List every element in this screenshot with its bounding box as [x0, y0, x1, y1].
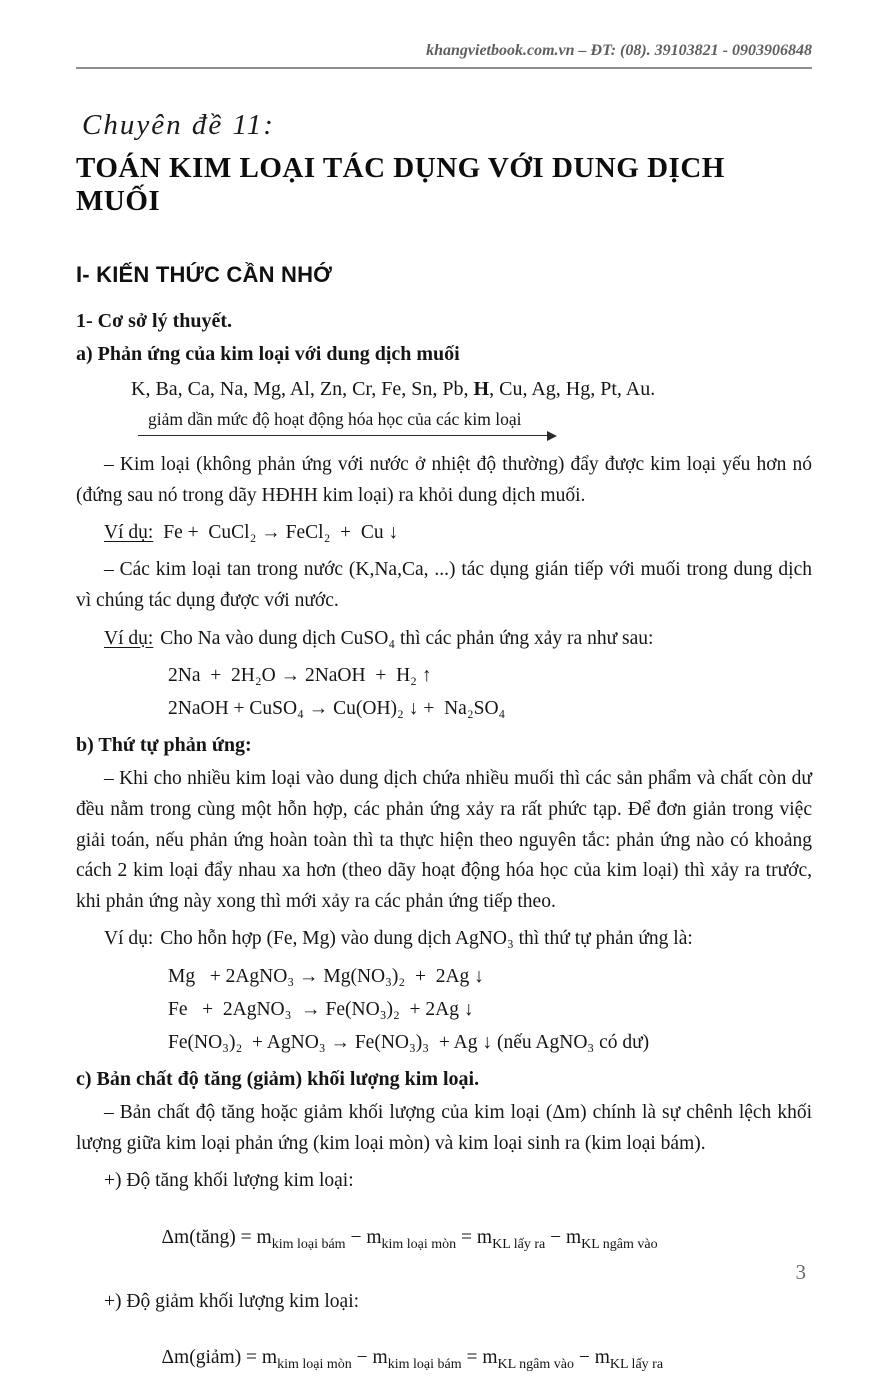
metal-activity-series — [131, 378, 812, 401]
paragraph-reaction-order: – Khi cho nhiều kim loại vào dung dịch chứa nhiều muối thì các sản phẩm và chất còn dư đều nằm trong cùng một hỗn hợp, các phản ứng xảy ra rất phức tạp. Để đơn giản trong việc giải toán, nếu phản ứng hoàn toàn thì ta thực hiện theo nguyên tắc: phản ứng nào có khoảng cách 2 kim loại đẩy nhau xa hơn (theo dãy hoạt động hóa học của kim loại) thì xảy ra trước, khi phản ứng này xong thì mới xảy ra các phản ứng tiếp theo. — [76, 768, 812, 912]
page-header — [76, 42, 812, 69]
formula-subscript: kim loại mòn — [381, 1236, 457, 1252]
equation-feno32-agno3: Fe(NO₃)₂ + AgNO₃ → Fe(NO₃)₃ + Ag ↓ (nếu AgNO₃ có dư) — [168, 1032, 650, 1054]
formula-subscript: KL lấy ra — [492, 1236, 546, 1252]
example-label: Ví dụ: — [104, 928, 154, 950]
paragraph-displacement: – Kim loại (không phản ứng với nước ở nhiệt độ thường) đẩy được kim loại yếu hơn nó (đứng sau nó trong dãy HĐHH kim loại) ra khỏi dung dịch muối. — [76, 454, 812, 506]
formula-subscript: KL lấy ra — [609, 1356, 664, 1372]
topic-title: Chuyên đề 11: — [82, 109, 275, 141]
formula-subscript: KL ngâm vào — [581, 1236, 658, 1252]
mass-gain-label: +) Độ tăng khối lượng kim loại: — [104, 1170, 354, 1192]
formula-term: Δm(giảm) = m — [161, 1346, 278, 1368]
formula-subscript: kim loại bám — [271, 1236, 346, 1252]
chapter-title: TOÁN KIM LOẠI TÁC DỤNG VỚI DUNG DỊCH MUỐI — [76, 152, 725, 217]
example-line-3 — [76, 924, 812, 954]
equation-na-h2o: 2Na + 2H₂O → 2NaOH + H₂ ↑ — [168, 664, 432, 686]
example-line-1 — [76, 518, 812, 548]
formula-subscript: KL ngâm vào — [497, 1356, 574, 1372]
page-number: 3 — [795, 1260, 806, 1284]
arrow-right-icon — [547, 431, 557, 441]
publisher-info: khangvietbook.com.vn – ĐT: (08). 39103821 - 0903906848 — [426, 42, 812, 59]
series-note-row — [138, 409, 812, 436]
activity-decrease-note — [138, 409, 555, 436]
example-label: Ví dụ: — [104, 627, 154, 649]
subsection-a-heading: a) Phản ứng của kim loại với dung dịch muối — [76, 343, 460, 365]
metals-hydrogen: H — [473, 378, 490, 400]
formula-subscript: kim loại bám — [387, 1356, 462, 1372]
mass-loss-label: +) Độ giảm khối lượng kim loại: — [104, 1290, 360, 1312]
equation-fe-agno3: Fe + 2AgNO₃ → Fe(NO₃)₂ + 2Ag ↓ — [168, 998, 474, 1020]
paragraph-soluble-metals: – Các kim loại tan trong nước (K,Na,Ca, ...) tác dụng gián tiếp với muối trong dung dịch vì chúng tác dụng được với nước. — [76, 559, 812, 612]
equation-mg-agno3: Mg + 2AgNO₃ → Mg(NO₃)₂ + 2Ag ↓ — [168, 965, 484, 987]
metals-before-h: K, Ba, Ca, Na, Mg, Al, Zn, Cr, Fe, Sn, Pb, — [131, 378, 474, 400]
example-line-2 — [76, 624, 812, 654]
example-text: Cho hỗn hợp (Fe, Mg) vào dung dịch AgNO₃ thì thứ tự phản ứng là: — [160, 928, 693, 950]
formula-term: = m — [461, 1346, 498, 1368]
example-text: Cho Na vào dung dịch CuSO₄ thì các phản ứng xảy ra như sau: — [160, 627, 654, 649]
formula-mass-gain — [142, 1205, 812, 1275]
theory-heading: 1- Cơ sở lý thuyết. — [76, 310, 233, 332]
formula-term: = m — [456, 1226, 493, 1248]
formula-term: Δm(tăng) = m — [161, 1226, 272, 1248]
subsection-c-heading: c) Bản chất độ tăng (giảm) khối lượng kim loại. — [76, 1068, 480, 1091]
equation-naoh-cuso4: 2NaOH + CuSO₄ → Cu(OH)₂ ↓ + Na₂SO₄ — [168, 698, 506, 720]
paragraph-mass-change: – Bản chất độ tăng hoặc giảm khối lượng của kim loại (Δm) chính là sự chênh lệch khối lượng giữa kim loại phản ứng (kim loại mòn) và kim loại sinh ra (kim loại bám). — [76, 1102, 812, 1154]
formula-term: − m — [545, 1226, 582, 1248]
section-heading: I- KIẾN THỨC CẦN NHỚ — [76, 262, 333, 287]
equation-fe-cucl2: Fe + CuCl₂ → FeCl₂ + Cu ↓ — [163, 522, 399, 544]
example-label: Ví dụ: — [104, 522, 154, 544]
formula-subscript: kim loại mòn — [277, 1356, 352, 1372]
formula-term: − m — [573, 1346, 610, 1368]
formula-term: − m — [345, 1226, 382, 1248]
formula-mass-loss — [142, 1325, 812, 1395]
subsection-b-heading: b) Thứ tự phản ứng: — [76, 734, 252, 757]
formula-term: − m — [351, 1346, 388, 1368]
metals-after-h: , Cu, Ag, Hg, Pt, Au. — [489, 378, 656, 400]
activity-note-text: giảm dần mức độ hoạt động hóa học của các kim loại — [148, 409, 522, 429]
